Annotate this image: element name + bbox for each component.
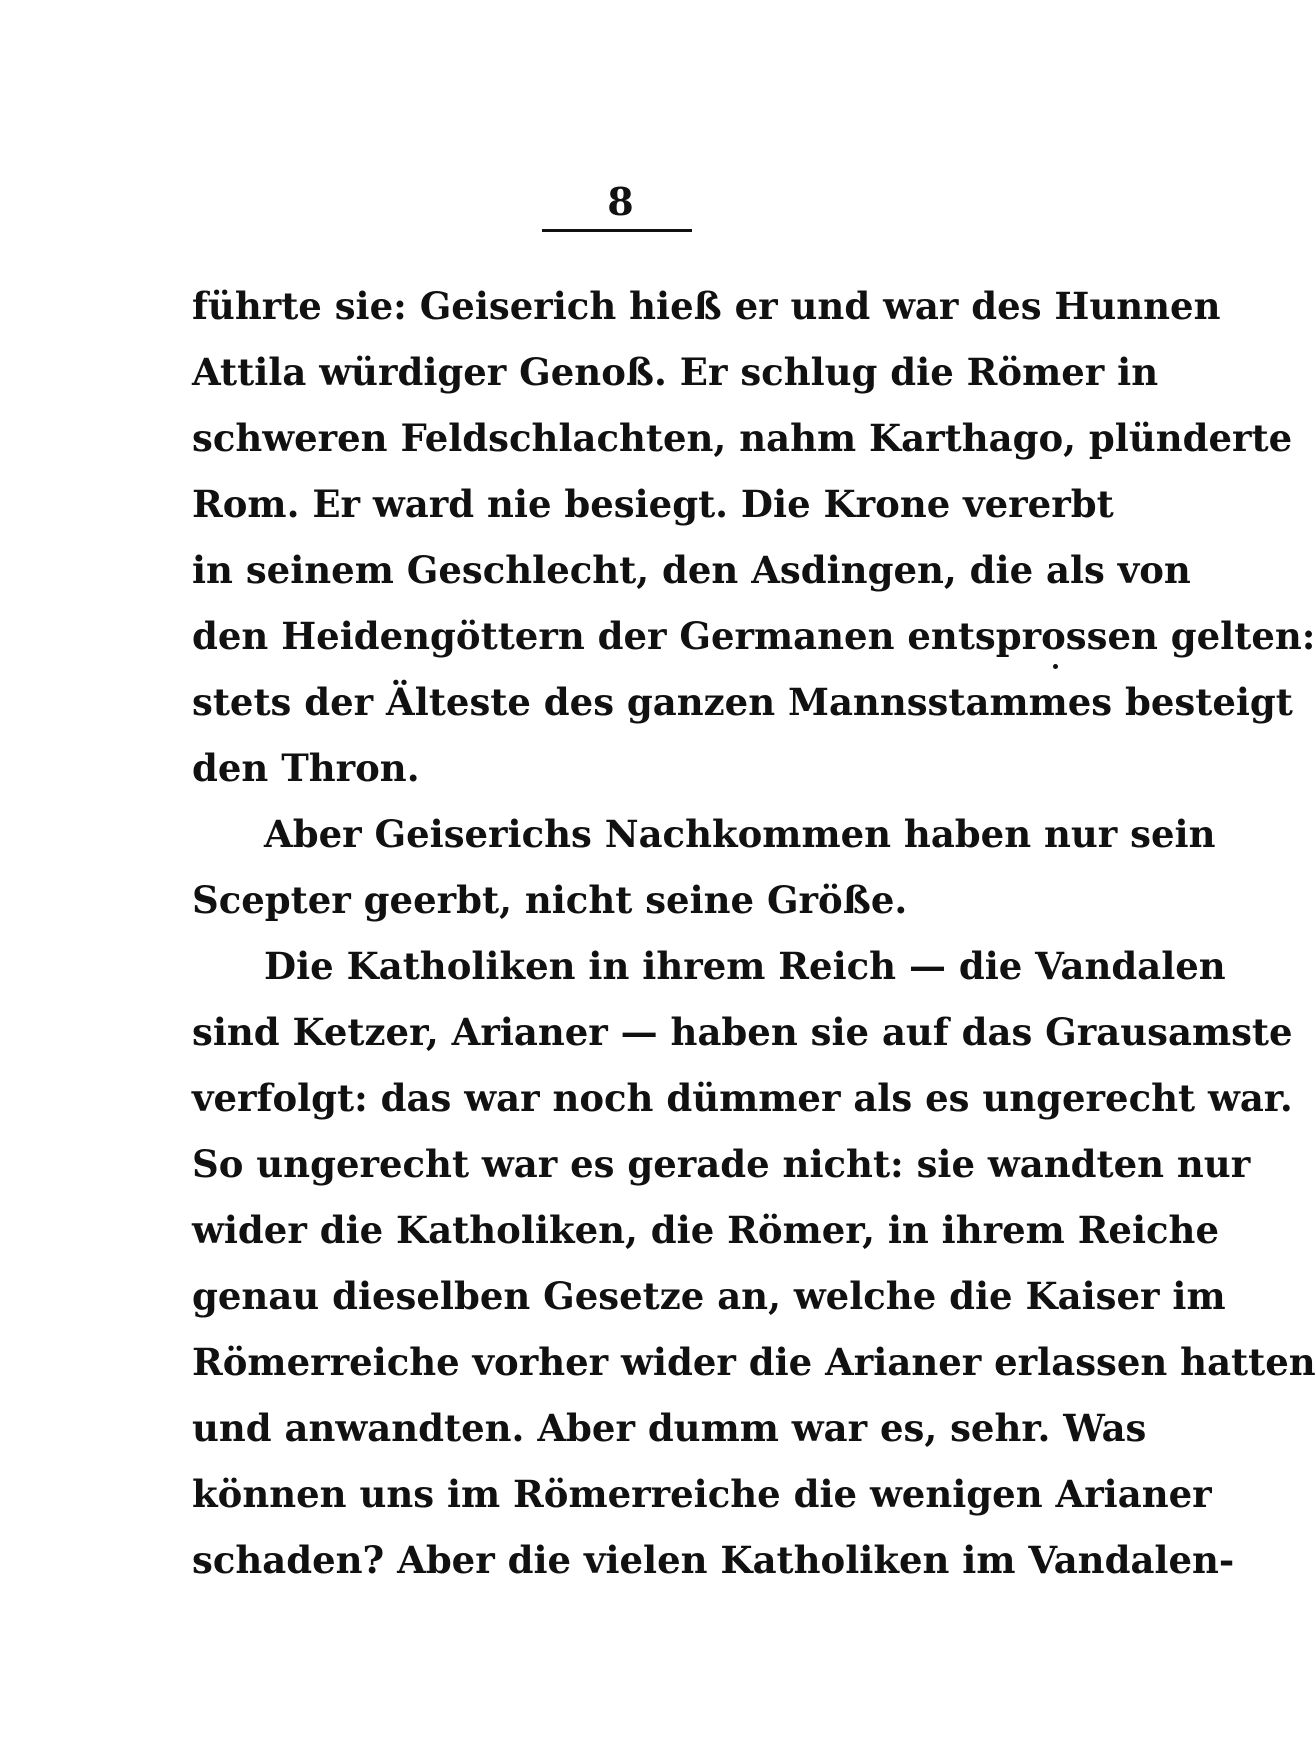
body-text: [192, 273, 1316, 1593]
text-line: Scepter geerbt, nicht seine Größe.: [192, 878, 908, 922]
text-line: den Thron.: [192, 746, 420, 790]
paragraph-1: [192, 273, 1316, 801]
text-line: schweren Feldschlachten, nahm Karthago, plünderte: [192, 416, 1293, 460]
text-line: den Heidengöttern der Germanen entsprossen gelten:: [192, 614, 1316, 658]
text-line: So ungerecht war es gerade nicht: sie wandten nur: [192, 1142, 1251, 1186]
paragraph-3: [192, 933, 1316, 1593]
text-line: und anwandten. Aber dumm war es, sehr. Was: [192, 1406, 1147, 1450]
text-line: führte sie: Geiserich hieß er und war des Hunnen: [192, 284, 1221, 328]
text-line: Aber Geiserichs Nachkommen haben nur sein: [264, 812, 1216, 856]
text-line: verfolgt: das war noch dümmer als es ungerecht war.: [192, 1076, 1293, 1120]
text-line: Römerreiche vorher wider die Arianer erlassen hatten: [192, 1340, 1316, 1384]
page-number: 8: [607, 179, 634, 224]
text-line: stets der Älteste des ganzen Mannsstammes besteigt: [192, 680, 1293, 724]
text-line: Attila würdiger Genoß. Er schlug die Römer in: [192, 350, 1159, 394]
text-line: können uns im Römerreiche die wenigen Arianer: [192, 1472, 1212, 1516]
text-line: in seinem Geschlecht, den Asdingen, die als von: [192, 548, 1191, 592]
text-line: schaden? Aber die vielen Katholiken im Vandalen-: [192, 1538, 1235, 1582]
text-line: wider die Katholiken, die Römer, in ihrem Reiche: [192, 1208, 1220, 1252]
text-line: sind Ketzer, Arianer — haben sie auf das Grausamste: [192, 1010, 1293, 1054]
text-line: Rom. Er ward nie besiegt. Die Krone vererbt: [192, 482, 1114, 526]
header-rule: [542, 229, 692, 232]
text-line: Die Katholiken in ihrem Reich — die Vandalen: [264, 944, 1226, 988]
paragraph-2: [192, 801, 1216, 933]
printing-speck: [1053, 664, 1058, 669]
text-line: genau dieselben Gesetze an, welche die Kaiser im: [192, 1274, 1226, 1318]
